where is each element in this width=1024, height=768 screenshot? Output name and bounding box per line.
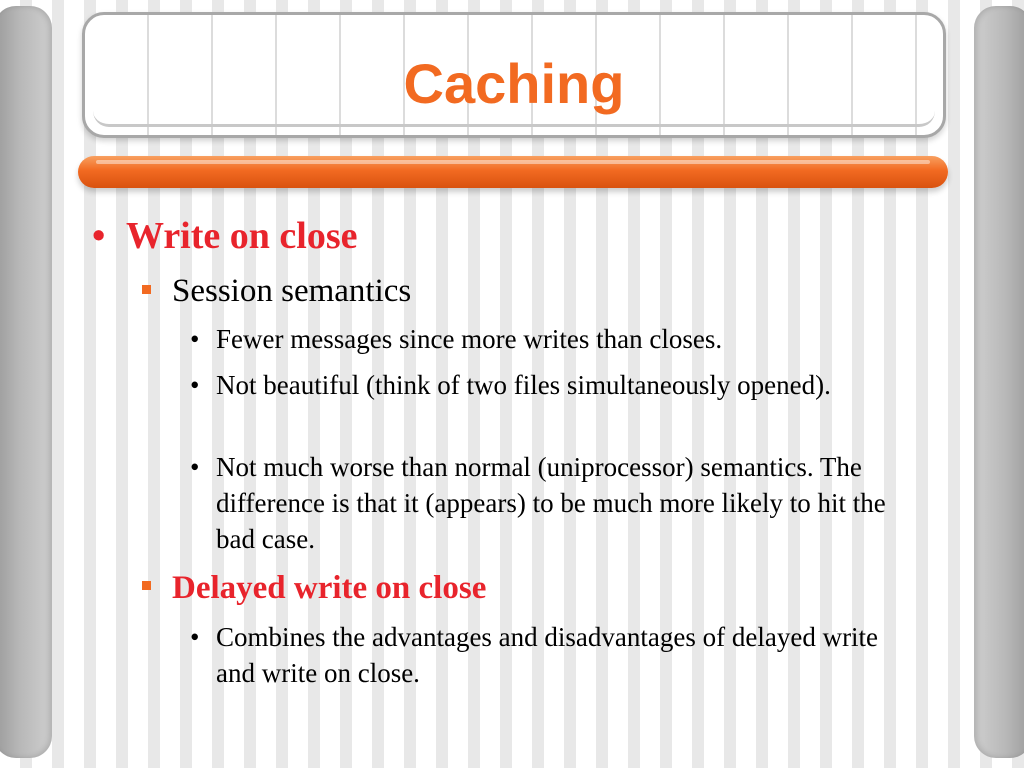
bullet-dot-icon: • (92, 215, 106, 257)
orange-square-bullet-icon (142, 581, 151, 590)
bullet-session-semantics: Session semantics (172, 273, 412, 309)
bullet-dot-icon: • (190, 452, 200, 482)
bullet-fewer-messages: Fewer messages since more writes than closes. (216, 324, 723, 354)
bullet-dot-icon: • (190, 622, 200, 652)
bullet-write-on-close: Write on close (126, 215, 358, 257)
bullet-dot-icon: • (190, 370, 200, 400)
bullet-dot-icon: • (190, 324, 200, 354)
orange-square-bullet-icon (142, 285, 151, 294)
bullet-combines-advantages: Combines the advantages and disadvantages of delayed write and write on close. (216, 622, 879, 688)
slide-title: Caching (403, 52, 625, 115)
bullet-delayed-write-on-close: Delayed write on close (172, 570, 487, 606)
bullet-not-beautiful: Not beautiful (think of two files simultaneously opened). (216, 370, 831, 400)
bullet-not-much-worse: Not much worse than normal (uniprocessor) semantics. The difference is that it (appears) to be much more likely to hit the bad case. (216, 452, 886, 554)
